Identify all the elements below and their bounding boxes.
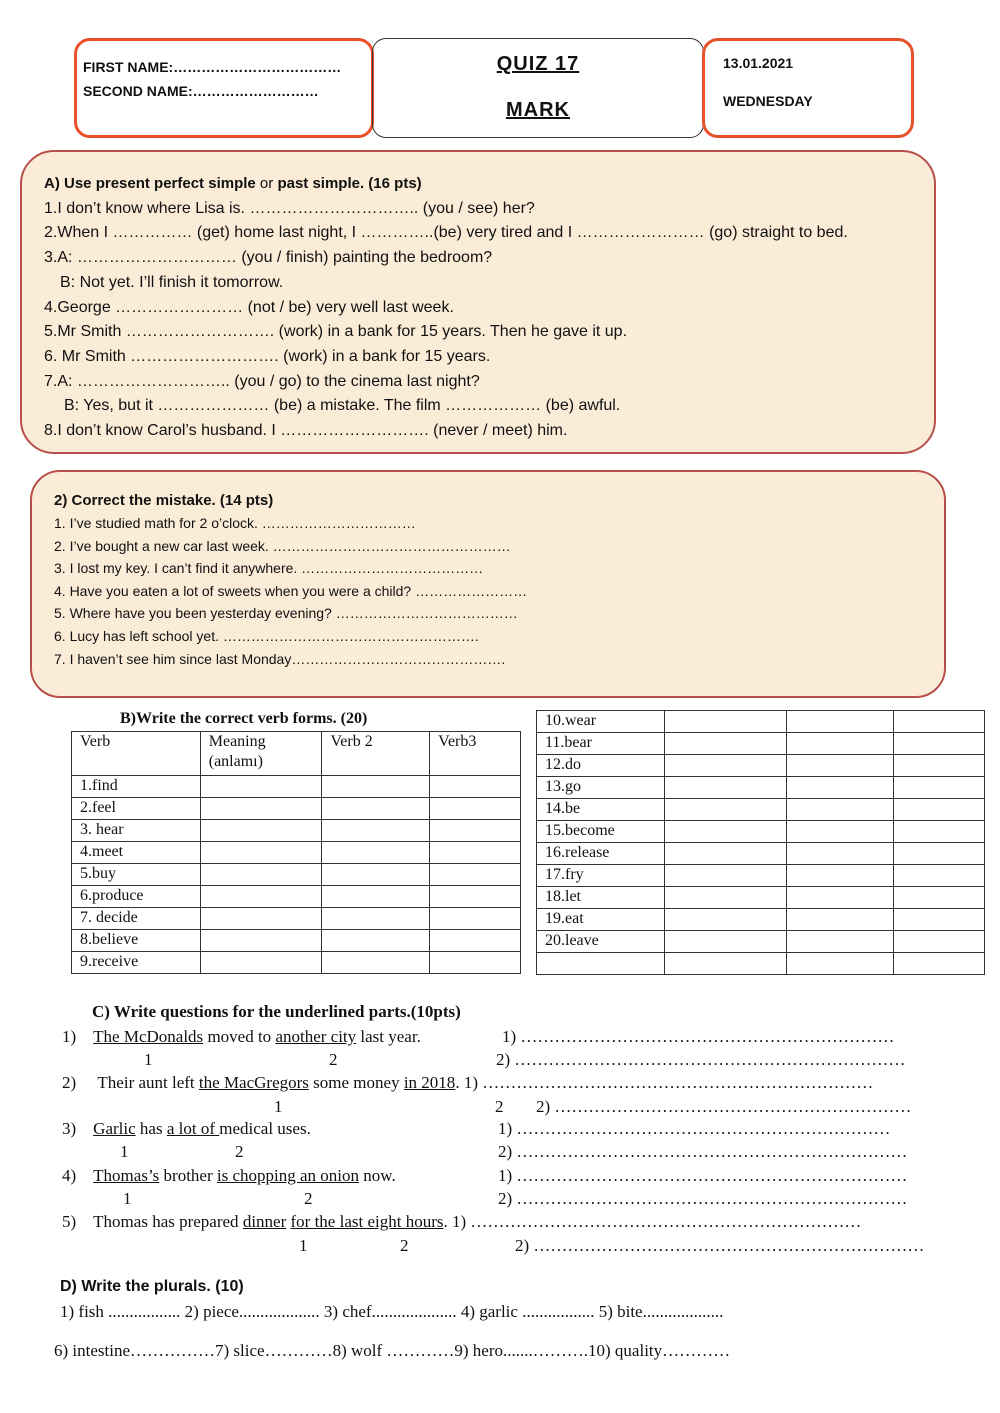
verb-table-right (536, 710, 985, 975)
verb-cell: 15.become (537, 821, 665, 843)
question-c3: 3) Garlic has a lot of medical uses. (62, 1119, 311, 1138)
verb-cell (537, 953, 665, 975)
plurals-line-1: 1) fish ................. 2) piece................... 3) chef.................... 4) garlic ................. 5) bite................... (60, 1302, 724, 1321)
section-a-title: A) Use present perfect simple or past simple. (16 pts) (44, 175, 422, 192)
question-line: 5.Mr Smith ………………………. (work) in a bank for 15 years. Then he gave it up. (44, 323, 628, 341)
answer-cell[interactable] (664, 843, 786, 865)
verb-cell: 20.leave (537, 931, 665, 953)
answer-cell[interactable] (894, 799, 985, 821)
question-line: 1.I don’t know where Lisa is. ………………………….. (you / see) her? (44, 199, 535, 217)
header-verb3: Verb3 (430, 732, 521, 776)
answer-cell[interactable] (786, 865, 894, 887)
answer-cell[interactable] (322, 798, 430, 820)
answer-cell[interactable] (200, 886, 322, 908)
answer-line[interactable]: 2) …………………………………………………………… (515, 1236, 925, 1255)
mark-label: MARK (506, 99, 570, 121)
verb-cell: 2.feel (72, 798, 201, 820)
date-box (702, 38, 914, 138)
date-text: 13.01.2021 (723, 55, 794, 71)
first-name-field[interactable]: FIRST NAME:……………………………… (83, 59, 342, 75)
answer-cell[interactable] (664, 953, 786, 975)
part-marker: 1 (123, 1189, 132, 1208)
header-verb: Verb (72, 732, 201, 776)
question-line: 6. Mr Smith ………………………. (work) in a bank for 15 years. (44, 347, 491, 365)
answer-cell[interactable] (664, 755, 786, 777)
verb-cell: 9.receive (72, 952, 201, 974)
question-line: 4. Have you eaten a lot of sweets when you were a child? …………………… (54, 582, 528, 599)
question-line: 7.A: ……………………….. (you / go) to the cinema last night? (44, 372, 480, 390)
answer-line[interactable]: 2) …………………………………………………………… (496, 1050, 906, 1069)
verb-cell: 10.wear (537, 711, 665, 733)
answer-cell[interactable] (894, 953, 985, 975)
part-marker: 2 (400, 1236, 409, 1255)
section-c-title: C) Write questions for the underlined parts.(10pts) (92, 1002, 461, 1021)
question-line: 2. I’ve bought a new car last week. …………………………………………… (54, 537, 511, 554)
table-row (537, 733, 985, 755)
answer-line[interactable]: 1) ………………………………………………………… (502, 1027, 895, 1046)
table-row (72, 952, 521, 974)
part-marker: 2 (495, 1097, 504, 1116)
table-row (537, 953, 985, 975)
question-line: 2.When I …………… (get) home last night, I …………..(be) very tired and I …………………… (go) straight to bed. (44, 224, 848, 242)
question-c1: 1) The McDonalds moved to another city last year. (62, 1027, 421, 1046)
verb-cell: 16.release (537, 843, 665, 865)
question-c5: 5) Thomas has prepared dinner for the last eight hours. 1) …………………………………………………………… (62, 1212, 862, 1231)
table-row (537, 755, 985, 777)
answer-cell[interactable] (430, 776, 521, 798)
answer-cell[interactable] (786, 909, 894, 931)
part-marker: 2 (235, 1142, 244, 1161)
answer-cell[interactable] (786, 711, 894, 733)
answer-cell[interactable] (664, 711, 786, 733)
part-marker: 1 (274, 1097, 283, 1116)
answer-cell[interactable] (430, 820, 521, 842)
answer-cell[interactable] (894, 931, 985, 953)
answer-cell[interactable] (430, 886, 521, 908)
verb-cell: 6.produce (72, 886, 201, 908)
answer-cell[interactable] (664, 777, 786, 799)
verb-cell: 12.do (537, 755, 665, 777)
question-line: 7. I haven’t see him since last Monday………………………………………. (54, 650, 506, 667)
answer-cell[interactable] (894, 909, 985, 931)
table-row (72, 864, 521, 886)
second-name-field[interactable]: SECOND NAME:……………………… (83, 83, 319, 99)
answer-cell[interactable] (664, 733, 786, 755)
day-text: WEDNESDAY (723, 93, 813, 109)
answer-cell[interactable] (664, 865, 786, 887)
section-a (20, 150, 936, 454)
answer-cell[interactable] (430, 842, 521, 864)
answer-cell[interactable] (322, 952, 430, 974)
verb-cell: 17.fry (537, 865, 665, 887)
verb-cell: 19.eat (537, 909, 665, 931)
answer-cell[interactable] (786, 843, 894, 865)
answer-cell[interactable] (786, 733, 894, 755)
answer-cell[interactable] (200, 908, 322, 930)
answer-cell[interactable] (322, 886, 430, 908)
answer-cell[interactable] (894, 843, 985, 865)
answer-cell[interactable] (322, 864, 430, 886)
part-marker: 1 (120, 1142, 129, 1161)
question-line: 4.George …………………… (not / be) very well last week. (44, 298, 454, 316)
section-2-title: 2) Correct the mistake. (14 pts) (54, 492, 274, 509)
answer-cell[interactable] (430, 908, 521, 930)
table-row (537, 887, 985, 909)
question-line: 1. I’ve studied math for 2 o’clock. …………………………… (54, 515, 416, 531)
answer-cell[interactable] (322, 930, 430, 952)
header-meaning: Meaning (anlamı) (200, 732, 322, 776)
verb-table-left (71, 731, 521, 974)
answer-cell[interactable] (200, 820, 322, 842)
part-marker: 1 (144, 1050, 153, 1069)
answer-line[interactable]: 2) …………………………………………………………… (498, 1189, 908, 1208)
answer-cell[interactable] (894, 733, 985, 755)
table-row (537, 865, 985, 887)
section-b-title: B)Write the correct verb forms. (20) (120, 710, 368, 727)
answer-cell[interactable] (786, 953, 894, 975)
verb-cell: 5.buy (72, 864, 201, 886)
answer-cell[interactable] (786, 755, 894, 777)
part-marker: 2 (304, 1189, 313, 1208)
question-line: 5. Where have you been yesterday evening? ………………………………… (54, 605, 518, 622)
answer-cell[interactable] (894, 711, 985, 733)
answer-cell[interactable] (664, 799, 786, 821)
answer-cell[interactable] (200, 864, 322, 886)
table-header-row (72, 732, 521, 776)
answer-cell[interactable] (430, 952, 521, 974)
table-row (537, 931, 985, 953)
answer-cell[interactable] (664, 821, 786, 843)
table-row (72, 842, 521, 864)
table-row (537, 777, 985, 799)
question-line: 3. I lost my key. I can’t find it anywhere. ………………………………… (54, 560, 484, 577)
table-row (537, 711, 985, 733)
answer-cell[interactable] (664, 931, 786, 953)
answer-cell[interactable] (786, 821, 894, 843)
answer-cell[interactable] (786, 887, 894, 909)
table-row (72, 820, 521, 842)
answer-cell[interactable] (200, 776, 322, 798)
verb-cell: 1.find (72, 776, 201, 798)
answer-cell[interactable] (786, 931, 894, 953)
answer-cell[interactable] (322, 842, 430, 864)
answer-cell[interactable] (200, 952, 322, 974)
verb-cell: 18.let (537, 887, 665, 909)
answer-line[interactable]: 2) …………………………………………………………… (498, 1142, 908, 1161)
plurals-line-2: 6) intestine……………7) slice…………8) wolf …………9) hero.......……….10) quality………… (54, 1341, 731, 1360)
answer-cell[interactable] (786, 799, 894, 821)
verb-cell: 13.go (537, 777, 665, 799)
table-row (72, 908, 521, 930)
quiz-title-box (372, 38, 704, 138)
answer-cell[interactable] (664, 887, 786, 909)
answer-line[interactable]: 1) …………………………………………………………… (498, 1166, 908, 1185)
answer-cell[interactable] (894, 755, 985, 777)
answer-cell[interactable] (322, 776, 430, 798)
answer-cell[interactable] (430, 864, 521, 886)
answer-cell[interactable] (200, 930, 322, 952)
table-row (72, 776, 521, 798)
question-line: 6. Lucy has left school yet. ………………………………………………. (54, 627, 479, 644)
part-marker: 1 (299, 1236, 308, 1255)
question-line: 8.I don’t know Carol’s husband. I ………………………. (never / meet) him. (44, 422, 568, 440)
answer-cell[interactable] (200, 798, 322, 820)
table-row (537, 799, 985, 821)
question-c4: 4) Thomas’s brother is chopping an onion now. (62, 1166, 396, 1185)
answer-cell[interactable] (894, 821, 985, 843)
question-c2: 2) Their aunt left the MacGregors some money in 2018. 1) …………………………………………………………… (62, 1073, 874, 1092)
part-marker: 2 (329, 1050, 338, 1069)
answer-cell[interactable] (430, 930, 521, 952)
answer-cell[interactable] (200, 842, 322, 864)
question-line: B: Not yet. I’ll finish it tomorrow. (60, 273, 284, 291)
answer-line[interactable]: 1) ………………………………………………………… (498, 1119, 891, 1138)
verb-cell: 14.be (537, 799, 665, 821)
verb-cell: 11.bear (537, 733, 665, 755)
quiz-title: QUIZ 17 (496, 53, 580, 75)
answer-cell[interactable] (322, 820, 430, 842)
name-box (74, 38, 374, 138)
answer-cell[interactable] (430, 798, 521, 820)
header-verb2: Verb 2 (322, 732, 430, 776)
table-row (72, 886, 521, 908)
answer-cell[interactable] (894, 777, 985, 799)
answer-cell[interactable] (664, 909, 786, 931)
verb-cell: 8.believe (72, 930, 201, 952)
answer-cell[interactable] (786, 777, 894, 799)
section-correct-mistake (30, 470, 946, 698)
table-row (537, 909, 985, 931)
verb-cell: 7. decide (72, 908, 201, 930)
table-row (537, 821, 985, 843)
table-row (72, 930, 521, 952)
question-line: B: Yes, but it ………………… (be) a mistake. The film ……………… (be) awful. (64, 397, 621, 415)
table-row (72, 798, 521, 820)
answer-cell[interactable] (322, 908, 430, 930)
verb-cell: 3. hear (72, 820, 201, 842)
answer-cell[interactable] (894, 887, 985, 909)
table-row (537, 843, 985, 865)
section-d-title: D) Write the plurals. (10) (60, 1278, 244, 1295)
answer-line[interactable]: 2) ……………………………………………………… (536, 1097, 912, 1116)
answer-cell[interactable] (894, 865, 985, 887)
verb-cell: 4.meet (72, 842, 201, 864)
question-line: 3.A: ………………………… (you / finish) painting the bedroom? (44, 249, 493, 267)
